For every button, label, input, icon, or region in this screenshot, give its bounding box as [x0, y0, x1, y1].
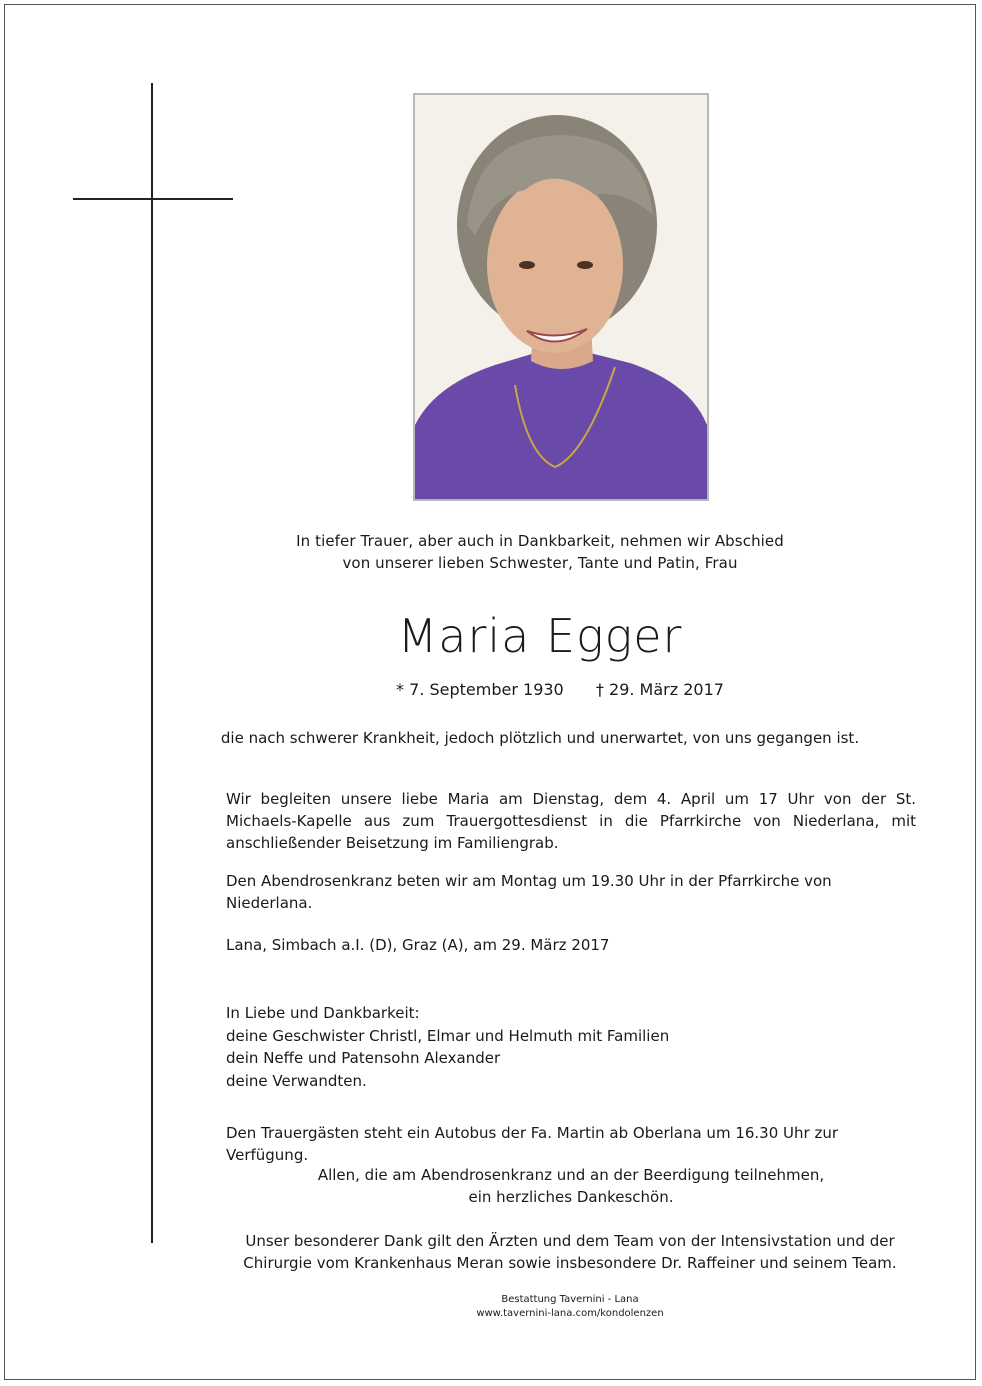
place-date: Lana, Simbach a.I. (D), Graz (A), am 29. März 2017 — [226, 936, 610, 954]
bus-notice: Den Trauergästen steht ein Autobus der Fa. Martin ab Oberlana um 16.30 Uhr zur Verfügung. — [226, 1124, 838, 1164]
thanks-all-line-1: Allen, die am Abendrosenkranz und an der Beerdigung teilnehmen, — [317, 1166, 825, 1184]
portrait-photo — [413, 93, 709, 501]
thanks-special-line-2: Chirurgie vom Krankenhaus Meran sowie insbesondere Dr. Raffeiner und seinem Team. — [243, 1254, 897, 1272]
funeral-home-footer — [400, 1293, 740, 1321]
thanks-all — [226, 1164, 916, 1208]
cross-horizontal-bar — [73, 198, 233, 200]
deceased-name: Maria Egger — [397, 609, 683, 663]
thanks-special-line-1: Unser besonderer Dank gilt den Ärzten und dem Team von der Intensivstation und der — [245, 1232, 895, 1250]
condolence-url[interactable]: www.tavernini-lana.com/kondolenzen — [476, 1308, 664, 1319]
thanks-all-line-2: ein herzliches Dankeschön. — [468, 1188, 674, 1206]
mourners-line-2: deine Geschwister Christl, Elmar und Helmuth mit Familien — [226, 1026, 670, 1045]
mourners-line-1: In Liebe und Dankbarkeit: — [226, 1004, 420, 1022]
intro-line-1: In tiefer Trauer, aber auch in Dankbarkeit, nehmen wir Abschied — [296, 532, 784, 550]
rosary-text: Den Abendrosenkranz beten wir am Montag um 19.30 Uhr in der Pfarrkirche von Niederlana. — [226, 872, 832, 912]
intro-line-2: von unserer lieben Schwester, Tante und Patin, Frau — [342, 554, 738, 572]
funeral-text: Wir begleiten unsere liebe Maria am Dienstag, dem 4. April um 17 Uhr von der St. Michaels-Kapelle aus zum Trauergottesdienst in die Pfarrkirche von Niederlana, mit anschließender Beisetzung im Familiengrab. — [226, 790, 916, 852]
intro-text — [240, 530, 840, 574]
thanks-special — [200, 1230, 940, 1274]
cross-vertical-bar — [151, 83, 153, 1243]
mourners-list — [226, 1002, 916, 1092]
death-date: † 29. März 2017 — [595, 680, 724, 699]
mourners-line-3: dein Neffe und Patensohn Alexander — [226, 1049, 501, 1067]
birth-date: * 7. September 1930 — [396, 680, 564, 699]
funeral-home-name: Bestattung Tavernini - Lana — [501, 1294, 639, 1305]
mourners-line-4: deine Verwandten. — [226, 1071, 367, 1090]
life-dates — [300, 679, 820, 701]
passing-text: die nach schwerer Krankheit, jedoch plötzlich und unerwartet, von uns gegangen ist. — [220, 729, 860, 747]
